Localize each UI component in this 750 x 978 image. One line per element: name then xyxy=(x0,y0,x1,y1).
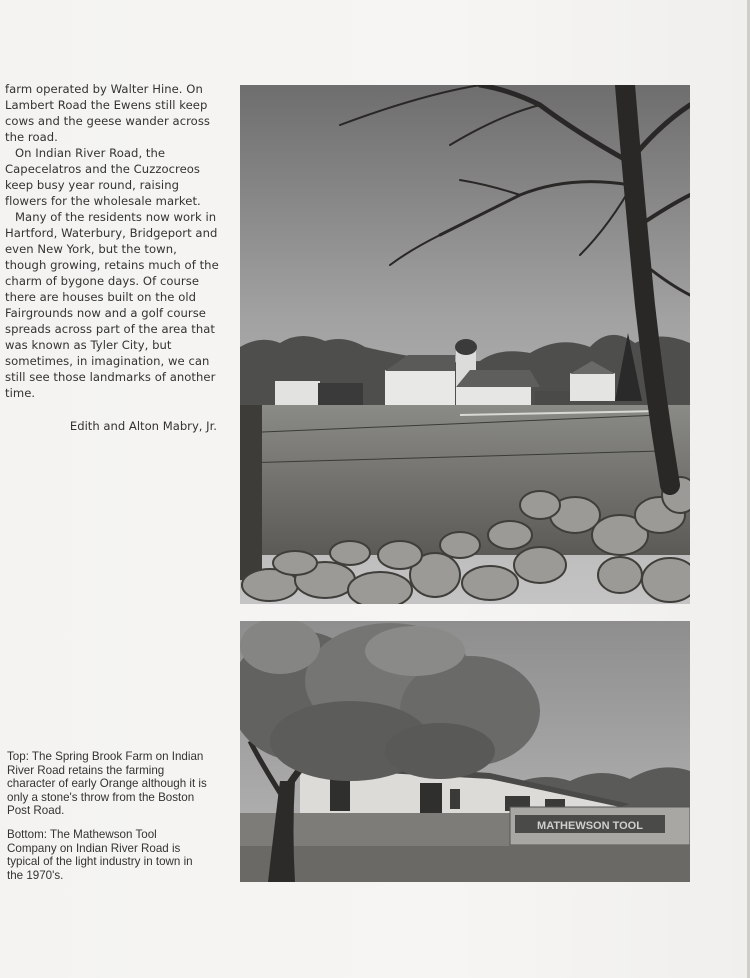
paragraph-3: Many of the residents now work in Hartford, Waterbury, Bridgeport and even New York, but the town, though growing, retains much of the charm of bygone days. Of course there are houses built on the old Fairgrounds now and a golf course spreads across part of the area that was known as Tyler City, but sometimes, in imagination, we can still see those landmarks of another time. xyxy=(5,210,219,400)
sign-text: MATHEWSON TOOL xyxy=(537,820,643,832)
article-text xyxy=(5,81,220,401)
caption-bottom: Bottom: The Mathewson Tool Company on Indian River Road is typical of the light industry in town in the 1970's. xyxy=(7,827,193,882)
factory-photo xyxy=(240,621,690,882)
factory-photo-image xyxy=(240,621,690,882)
paragraph-2: On Indian River Road, the Capecelatros and the Cuzzocreos keep busy year round, raising flowers for the wholesale market. xyxy=(5,146,201,208)
paragraph-1: farm operated by Walter Hine. On Lambert Road the Ewens still keep cows and the geese wander across the road. xyxy=(5,82,211,144)
photo-captions xyxy=(7,750,207,892)
farm-photo-image xyxy=(240,85,690,604)
author-signature: Edith and Alton Mabry, Jr. xyxy=(69,419,217,433)
caption-top: Top: The Spring Brook Farm on Indian River Road retains the farming character of early Orange although it is only a stone's throw from the Boston Post Road. xyxy=(7,750,207,818)
company-sign xyxy=(510,807,690,845)
farm-photo xyxy=(240,85,690,604)
